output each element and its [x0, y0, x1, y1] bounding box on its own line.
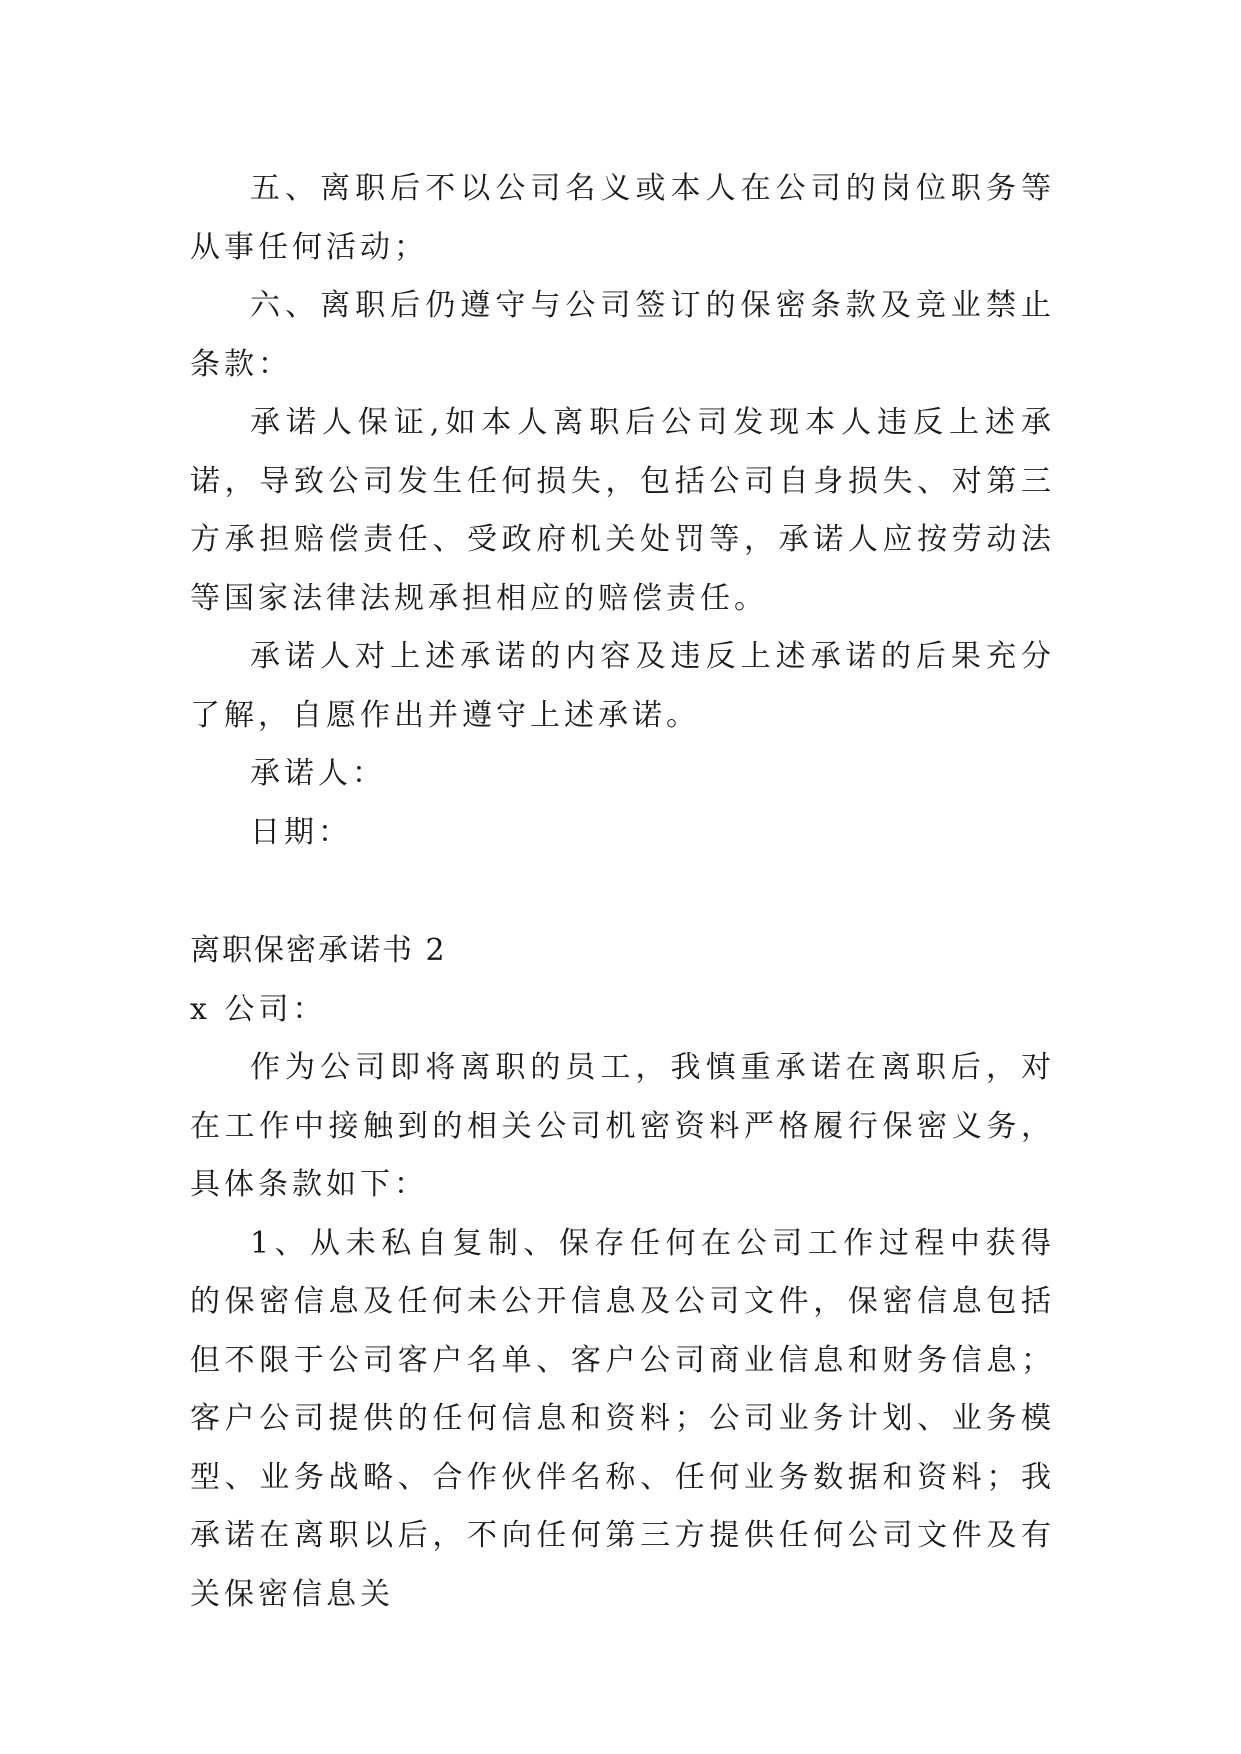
document-page [190, 160, 1055, 1624]
clause-one: 1、从未私自复制、保存任何在公司工作过程中获得的保密信息及任何未公开信息及公司文件，保密信息包括但不限于公司客户名单、客户公司商业信息和财务信息；客户公司提供的任何信息和资料；公司业务计划、业务模型、业务战略、合作伙伴名称、任何业务数据和资料；我承诺在离职以后，不向任何第三方提供任何公司文件及有关保密信息关 [190, 1225, 1055, 1612]
salutation: x 公司： [190, 991, 327, 1027]
acknowledgement-paragraph: 承诺人对上述承诺的内容及违反上述承诺的后果充分了解，自愿作出并遵守上述承诺。 [190, 639, 1055, 733]
section-gap [190, 862, 1055, 922]
intro-paragraph: 作为公司即将离职的员工，我慎重承诺在离职后，对在工作中接触到的相关公司机密资料严格履行保密义务，具体条款如下： [190, 1050, 1055, 1202]
document-title: 离职保密承诺书 2 [190, 933, 447, 968]
signer-label: 承诺人： [250, 756, 386, 791]
guarantee-paragraph: 承诺人保证,如本人离职后公司发现本人违反上述承诺，导致公司发生任何损失，包括公司自身损失、对第三方承担赔偿责任、受政府机关处罚等，承诺人应按劳动法等国家法律法规承担相应的赔偿责任。 [190, 405, 1055, 616]
clause-six: 六、离职后仍遵守与公司签订的保密条款及竞业禁止条款： [190, 288, 1055, 382]
clause-five: 五、离职后不以公司名义或本人在公司的岗位职务等从事任何活动； [190, 171, 1055, 265]
date-label: 日期： [250, 814, 352, 850]
